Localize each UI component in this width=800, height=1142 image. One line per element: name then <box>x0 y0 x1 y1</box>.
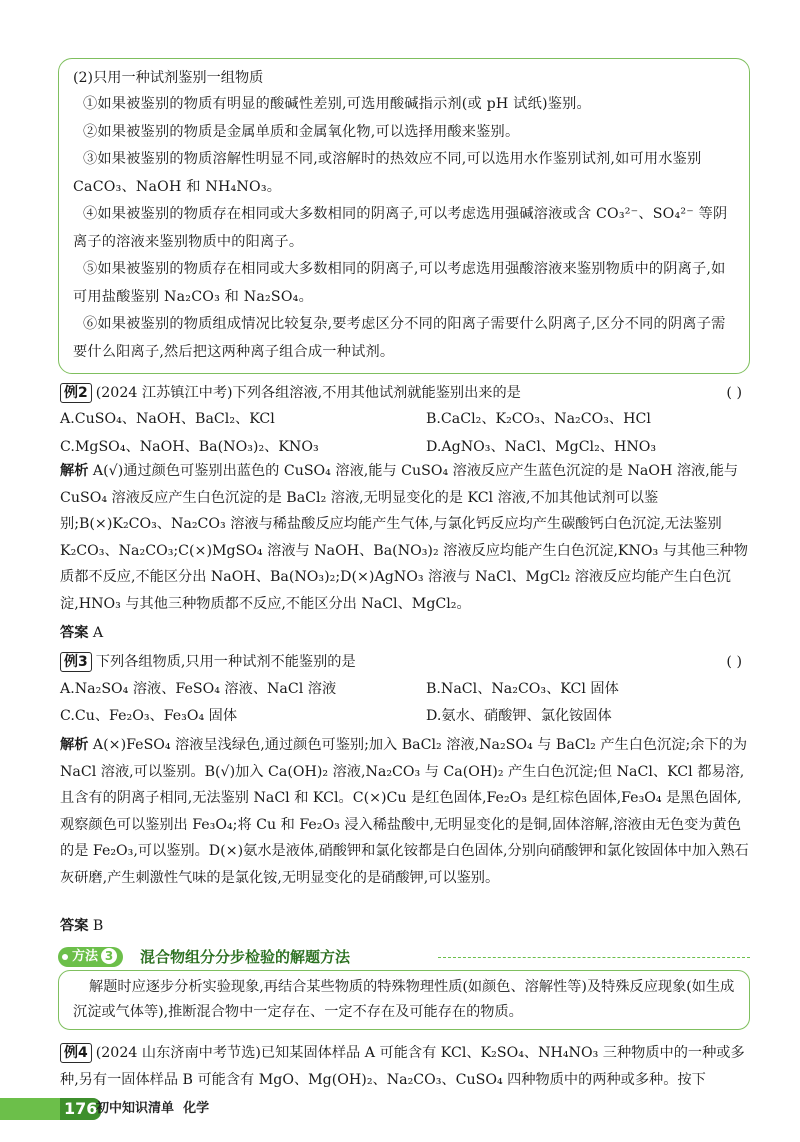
example-4-question <box>60 1040 750 1094</box>
box-title: (2)只用一种试剂鉴别一组物质 <box>73 70 264 86</box>
page-footer <box>0 1098 800 1128</box>
page-number: 176 <box>60 1098 101 1120</box>
bullet-dot-icon <box>62 954 68 960</box>
example-2-question <box>60 381 521 405</box>
method-number: 3 <box>101 948 117 964</box>
example-3-label: 例3 <box>60 652 92 672</box>
book-name: 初中知识清单 <box>96 1101 175 1116</box>
example-3-answer-value: B <box>92 918 104 934</box>
example-4-label: 例4 <box>60 1043 92 1063</box>
book-title <box>96 1098 209 1120</box>
example-2-analysis-label: 解析 <box>60 463 89 479</box>
example-2-option-a: A.CuSO₄、NaOH、BaCl₂、KCl <box>60 411 275 427</box>
method-badge <box>58 947 123 967</box>
example-3-option-b: B.NaCl、Na₂CO₃、KCl 固体 <box>426 681 619 697</box>
footer-band <box>0 1098 60 1120</box>
example-3-answer <box>60 914 103 938</box>
example-3-answer-label: 答案 <box>60 918 89 934</box>
method-3-box: 解题时应逐步分析实验现象,再结合某些物质的特殊物理性质(如颜色、溶解性等)及特殊反应现象(如生成沉淀或气体等),推断混合物中一定存在、一定不存在及可能存在的物质。 <box>58 970 750 1030</box>
subject-name: 化学 <box>183 1101 210 1116</box>
example-3-analysis-text: A(×)FeSO₄ 溶液呈浅绿色,通过颜色可鉴别;加入 BaCl₂ 溶液,Na₂SO₄ 与 BaCl₂ 产生白色沉淀;余下的为 NaCl 溶液,可以鉴别。B(√)加入 Ca(OH)₂ 溶液,Na₂CO₃ 与 Ca(OH)₂ 产生白色沉淀;但 NaCl、KCl 都易溶,且含有的阴离子相同,无法鉴别 NaCl 和 KCl。C(×)Cu 是红色固体,Fe₂O₃ 是红棕色固体,Fe₃O₄ 是黑色固体,观察颜色可以鉴别出 Fe₃O₄;将 Cu 和 Fe₂O₃ 浸入稀盐酸中,无明显变化的是铜,固体溶解,溶液由无色变为黄色的是 Fe₂O₃,可以鉴别。D(×)氨水是液体,硝酸钾和氯化铵都是白色固体,分别向硝酸钾和氯化铵固体中加入熟石灰研磨,产生刺激性气味的是氯化铵,无明显变化的是硝酸钾,可以鉴别。 <box>60 737 749 886</box>
example-4-text: (2024 山东济南中考节选)已知某固体样品 A 可能含有 KCl、K₂SO₄、NH₄NO₃ 三种物质中的一种或多种,另有一固体样品 B 可能含有 MgO、Mg(OH)₂、Na₂CO₃、CuSO₄ 四种物质中的两种或多种。按下 <box>60 1045 745 1088</box>
example-2-analysis-text: A(√)通过颜色可鉴别出蓝色的 CuSO₄ 溶液,能与 CuSO₄ 溶液反应产生蓝色沉淀的是 NaOH 溶液,能与 CuSO₄ 溶液反应产生白色沉淀的是 BaCl₂ 溶液,无明显变化的是 KCl 溶液,不加其他试剂可以鉴别;B(×)K₂CO₃、Na₂CO₃ 溶液与稀盐酸反应均能产生气体,与氯化钙反应均产生碳酸钙白色沉淀,无法鉴别 K₂CO₃、Na₂CO₃;C(×)MgSO₄ 溶液与 NaOH、Ba(NO₃)₂ 溶液反应均能产生白色沉淀,KNO₃ 与其他三种物质都不反应,不能区分出 NaOH、Ba(NO₃)₂;D(×)AgNO₃ 溶液与 NaCl、MgCl₂ 溶液反应均能产生白色沉淀,HNO₃ 与其他三种物质都不反应,不能区分出 NaCl、MgCl₂。 <box>60 463 748 612</box>
example-2-answer-label: 答案 <box>60 625 89 641</box>
example-3-option-d: D.氨水、硝酸钾、氯化铵固体 <box>426 708 612 724</box>
method-badge-label: 方法 <box>72 949 99 964</box>
example-2-question-text: (2024 江苏镇江中考)下列各组溶液,不用其他试剂就能鉴别出来的是 <box>95 385 521 401</box>
example-2-label: 例2 <box>60 383 92 403</box>
box-item-6: ⑥如果被鉴别的物质组成情况比较复杂,要考虑区分不同的阳离子需要什么阴离子,区分不同的阴离子需要什么阳离子,然后把这两种离子组合成一种试剂。 <box>73 316 726 360</box>
example-3-analysis <box>60 732 750 891</box>
example-3-question <box>60 650 356 674</box>
example-2-answer-blank: ( ) <box>726 385 742 401</box>
example-2-analysis <box>60 458 750 617</box>
example-2-option-d: D.AgNO₃、NaCl、MgCl₂、HNO₃ <box>426 439 657 455</box>
example-3-question-text: 下列各组物质,只用一种试剂不能鉴别的是 <box>95 654 356 670</box>
box-item-2: ②如果被鉴别的物质是金属单质和金属氧化物,可以选择用酸来鉴别。 <box>83 123 520 140</box>
example-3-answer-blank: ( ) <box>726 654 742 670</box>
example-3-analysis-label: 解析 <box>60 737 89 753</box>
box-item-5: ⑤如果被鉴别的物质存在相同或大多数相同的阴离子,可以考虑选用强酸溶液来鉴别物质中的阴离子,如可用盐酸鉴别 Na₂CO₃ 和 Na₂SO₄。 <box>73 261 726 305</box>
method-summary-box <box>58 58 750 374</box>
example-2-answer-value: A <box>92 625 104 641</box>
method-title: 混合物组分分步检验的解题方法 <box>140 948 351 966</box>
box-item-4: ④如果被鉴别的物质存在相同或大多数相同的阴离子,可以考虑选用强碱溶液或含 CO₃²⁻、SO₄²⁻ 等阴离子的溶液来鉴别物质中的阳离子。 <box>73 206 728 250</box>
example-3-option-c: C.Cu、Fe₂O₃、Fe₃O₄ 固体 <box>60 708 238 724</box>
example-2-answer <box>60 621 103 645</box>
box-item-1: ①如果被鉴别的物质有明显的酸碱性差别,可选用酸碱指示剂(或 pH 试纸)鉴别。 <box>83 96 591 112</box>
dashed-divider <box>438 957 750 958</box>
example-3-option-a: A.Na₂SO₄ 溶液、FeSO₄ 溶液、NaCl 溶液 <box>60 681 337 697</box>
method-3-header <box>58 944 750 970</box>
box-item-3: ③如果被鉴别的物质溶解性明显不同,或溶解时的热效应不同,可以选用水作鉴别试剂,如可用水鉴别 CaCO₃、NaOH 和 NH₄NO₃。 <box>73 151 702 195</box>
example-2-option-b: B.CaCl₂、K₂CO₃、Na₂CO₃、HCl <box>426 411 651 427</box>
example-2-option-c: C.MgSO₄、NaOH、Ba(NO₃)₂、KNO₃ <box>60 439 319 455</box>
